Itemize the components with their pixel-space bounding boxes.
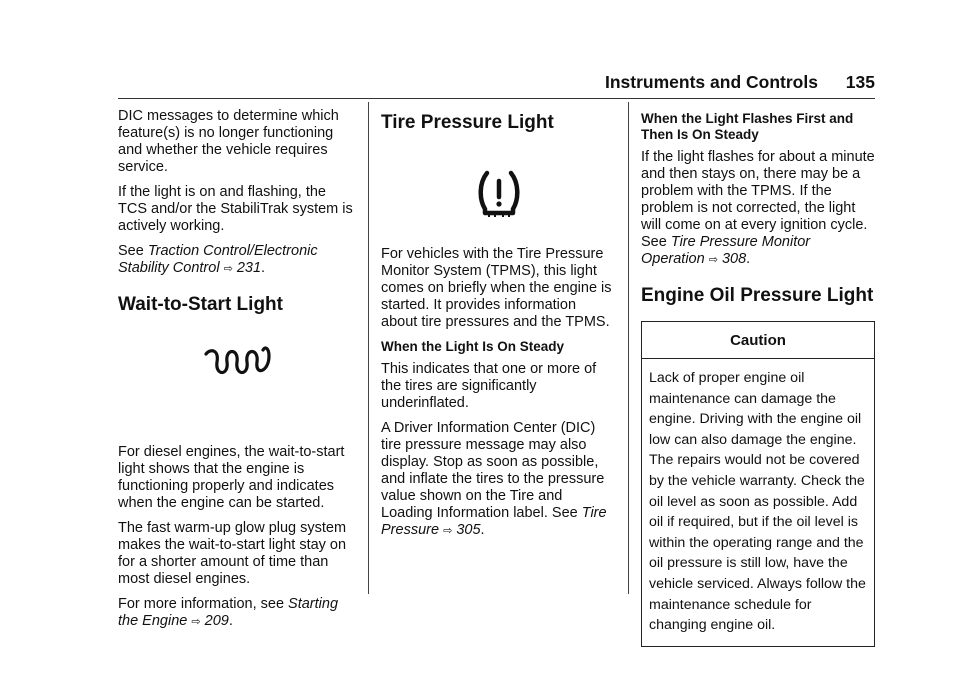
reference-link[interactable]: Traction Control/Electronic Stability Control: [118, 243, 318, 276]
reference-link[interactable]: Tire Pressure: [381, 505, 607, 538]
cross-reference: A Driver Information Center (DIC) tire pressure message may also display. Stop as soon as possible, and inflate the tires to the pressure value shown on the Tire and Loading Information label. See Tire Pressure ⇨ 305.: [381, 420, 607, 538]
paragraph: This indicates that one or more of the tires are significantly underinflated.: [381, 361, 597, 411]
page-number: 135: [845, 72, 875, 92]
page-reference-arrow-icon: ⇨: [191, 616, 201, 628]
column-divider: [628, 102, 629, 594]
header-rule: [118, 98, 875, 99]
caution-title: Caution: [642, 322, 874, 359]
glow-plug-coil-icon: [203, 342, 273, 389]
reference-page[interactable]: 231: [236, 260, 262, 276]
section-heading: Engine Oil Pressure Light: [641, 285, 874, 306]
paragraph: The fast warm-up glow plug system makes the wait-to-start light stay on for a shorter amount of time than most diesel engines.: [118, 520, 347, 587]
paragraph: DIC messages to determine which feature(s) is no longer functioning and whether the vehicle requires service.: [118, 108, 339, 175]
paragraph: If the light is on and flashing, the TCS and/or the StabiliTrak system is actively working.: [118, 184, 353, 234]
cross-reference: See Traction Control/Electronic Stability Control ⇨ 231.: [118, 243, 318, 276]
cross-reference: For more information, see Starting the Engine ⇨ 209.: [118, 596, 339, 629]
reference-link[interactable]: Tire Pressure Monitor Operation: [641, 234, 811, 267]
page-reference-arrow-icon: ⇨: [223, 263, 233, 275]
paragraph: If the light flashes for about a minute and then stays on, there may be a problem with the TPMS. If the problem is not corrected, the light will come on at every ignition cycle. See Tire Pressure Monitor Operation ⇨ 308.: [641, 149, 875, 267]
section-title: Instruments and Controls: [605, 72, 818, 92]
page-header: [605, 72, 875, 96]
tire-pressure-warning-icon: [475, 169, 523, 224]
section-heading: Tire Pressure Light: [381, 112, 554, 133]
subheading: When the Light Flashes First and Then Is On Steady: [641, 111, 854, 142]
reference-page[interactable]: 209: [204, 613, 229, 629]
caution-body: Lack of proper engine oil maintenance can damage the engine. Driving with the engine oil low can also damage the engine. The repairs would not be covered by the vehicle warranty. Check the oil level as soon as possible. Add oil if required, but if the oil level is within the operating range and the oil pressure is still low, have the vehicle serviced. Always follow the maintenance schedule for changing engine oil.: [649, 370, 866, 634]
reference-page[interactable]: 305: [456, 522, 481, 538]
paragraph: For vehicles with the Tire Pressure Monitor System (TPMS), this light comes on briefly when the engine is started. It provides information about tire pressures and the TPMS.: [381, 246, 612, 330]
page-reference-arrow-icon: ⇨: [708, 254, 718, 266]
caution-box: [641, 321, 875, 647]
reference-page[interactable]: 308: [721, 251, 747, 267]
section-heading: Wait-to-Start Light: [118, 294, 283, 315]
page-reference-arrow-icon: ⇨: [443, 525, 453, 537]
subheading: When the Light Is On Steady: [381, 339, 565, 354]
reference-link[interactable]: Starting the Engine: [118, 596, 339, 629]
column-right: [641, 111, 875, 647]
column-divider: [368, 102, 369, 594]
paragraph: For diesel engines, the wait-to-start light shows that the engine is functioning properly and indicates when the engine can be started.: [118, 444, 345, 511]
